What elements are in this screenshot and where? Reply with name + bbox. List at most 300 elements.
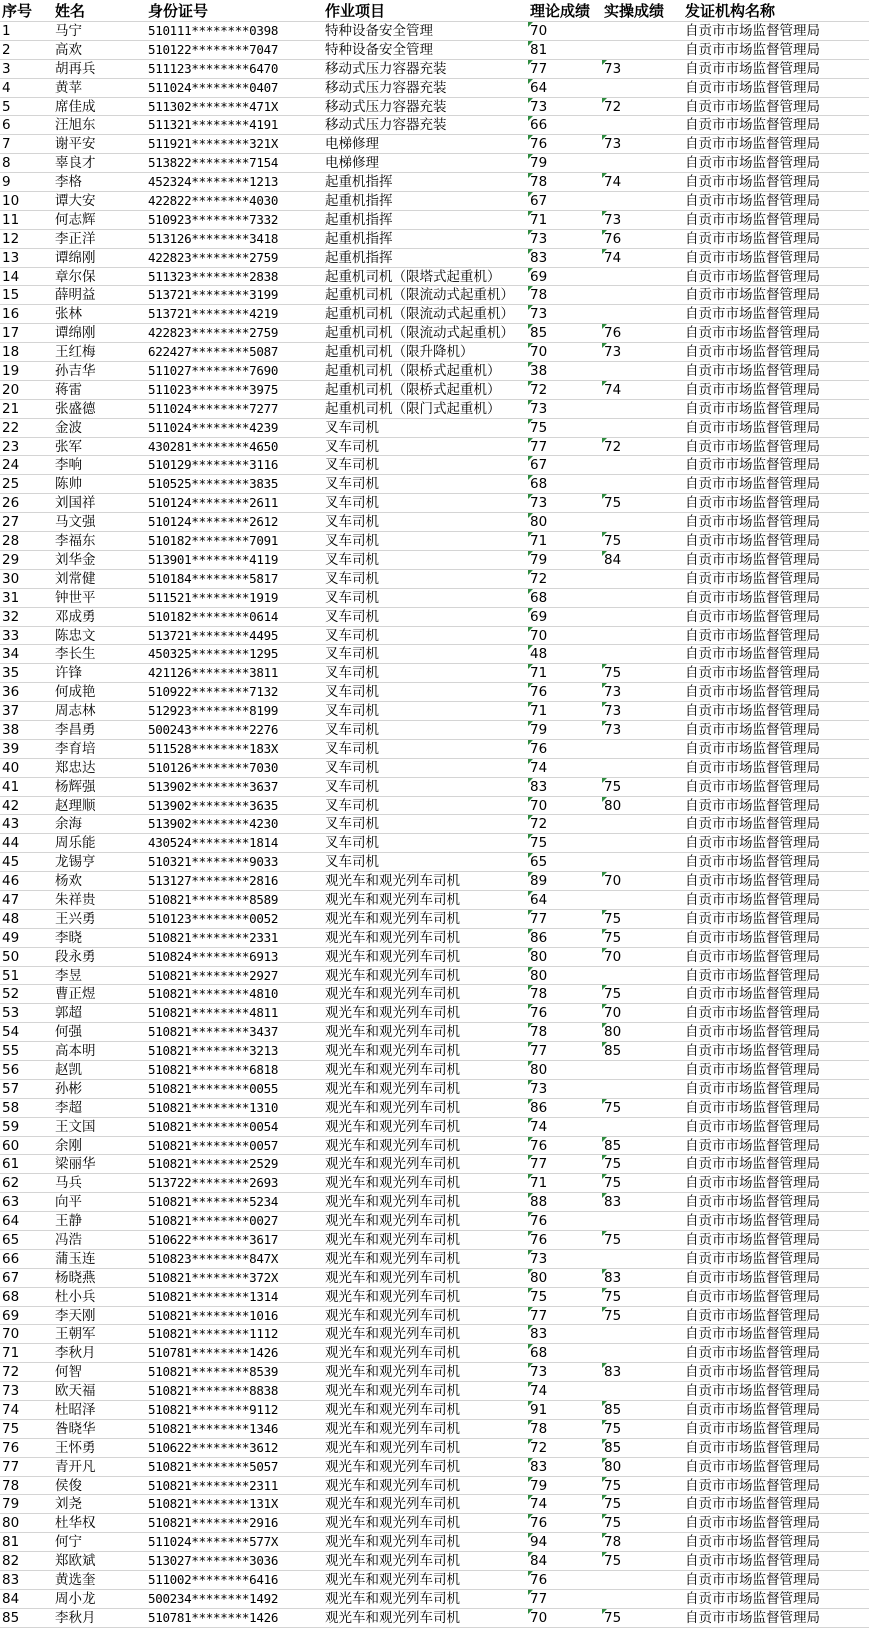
cell-item: 起重机司机（限流动式起重机）: [325, 325, 514, 342]
header-practical: 实操成绩: [604, 2, 665, 20]
cell-name: 钟世平: [55, 589, 96, 606]
table-row: [0, 1288, 869, 1307]
cell-org: 自贡市市场监督管理局: [685, 1590, 820, 1607]
cell-item: 起重机指挥: [325, 174, 393, 191]
cell-practical: 75: [602, 778, 676, 796]
cell-practical: 75: [602, 1495, 676, 1513]
cell-name: 许锋: [55, 665, 82, 682]
cell-seq: 84: [2, 1590, 20, 1607]
cell-practical: 75: [602, 929, 676, 947]
cell-id: 513722********2693: [148, 1175, 279, 1191]
cell-seq: 6: [2, 117, 11, 134]
table-row: [0, 834, 869, 853]
cell-org: 自贡市市场监督管理局: [685, 891, 820, 908]
cell-theory: 80: [528, 1061, 602, 1079]
table-row: [0, 1571, 869, 1590]
cell-id: 511024********7277: [148, 400, 279, 416]
cell-name: 何志辉: [55, 211, 96, 228]
cell-org: 自贡市市场监督管理局: [685, 1269, 820, 1286]
cell-org: 自贡市市场监督管理局: [685, 684, 820, 701]
cell-org: 自贡市市场监督管理局: [685, 1477, 820, 1494]
cell-name: 李天刚: [55, 1307, 96, 1324]
cell-org: 自贡市市场监督管理局: [685, 211, 820, 228]
cell-theory: 76: [528, 1137, 602, 1155]
cell-theory: 77: [528, 1307, 602, 1325]
cell-id: 512923********8199: [148, 703, 279, 719]
cell-org: 自贡市市场监督管理局: [685, 1005, 820, 1022]
cell-seq: 71: [2, 1345, 20, 1362]
cell-item: 叉车司机: [325, 778, 379, 795]
cell-name: 侯俊: [55, 1477, 82, 1494]
cell-id: 430524********1814: [148, 835, 279, 851]
cell-theory: 71: [528, 211, 602, 229]
cell-org: 自贡市市场监督管理局: [685, 495, 820, 512]
cell-seq: 54: [2, 1024, 20, 1041]
cell-id: 510622********3612: [148, 1439, 279, 1455]
cell-item: 叉车司机: [325, 457, 379, 474]
cell-item: 观光车和观光列车司机: [325, 1420, 460, 1437]
cell-id: 510821********8589: [148, 891, 279, 907]
cell-practical: 75: [602, 1307, 676, 1325]
cell-name: 李响: [55, 457, 82, 474]
cell-practical: 76: [602, 324, 676, 342]
cell-practical: 75: [602, 664, 676, 682]
cell-id: 510821********4810: [148, 986, 279, 1002]
cell-name: 张军: [55, 438, 82, 455]
cell-item: 叉车司机: [325, 533, 379, 550]
cell-practical: 75: [602, 1477, 676, 1495]
cell-seq: 62: [2, 1175, 20, 1192]
cell-item: 叉车司机: [325, 438, 379, 455]
cell-id: 510821********2331: [148, 929, 279, 945]
cell-id: 510922********7132: [148, 684, 279, 700]
cell-id: 510821********0055: [148, 1080, 279, 1096]
cell-id: 513721********3199: [148, 287, 279, 303]
cell-name: 杨晓燕: [55, 1269, 96, 1286]
cell-theory: 83: [528, 249, 602, 267]
cell-item: 起重机司机（限塔式起重机）: [325, 268, 501, 285]
cell-theory: 83: [528, 778, 602, 796]
cell-item: 叉车司机: [325, 495, 379, 512]
cell-seq: 12: [2, 230, 20, 247]
cell-practical: [602, 1344, 676, 1362]
cell-seq: 1: [2, 23, 11, 39]
cell-name: 赵理顺: [55, 797, 96, 814]
table-row: [0, 872, 869, 891]
cell-item: 观光车和观光列车司机: [325, 891, 460, 908]
cell-seq: 52: [2, 986, 20, 1003]
cell-theory: 71: [528, 1174, 602, 1192]
cell-id: 510821********9112: [148, 1402, 279, 1418]
cell-seq: 17: [2, 325, 20, 342]
cell-name: 刘国祥: [55, 495, 96, 512]
cell-seq: 26: [2, 495, 20, 512]
cell-practical: 85: [602, 1439, 676, 1457]
cell-id: 513127********2816: [148, 873, 279, 889]
cell-item: 叉车司机: [325, 684, 379, 701]
table-row: [0, 645, 869, 664]
cell-item: 叉车司机: [325, 721, 379, 738]
cell-name: 李秋月: [55, 1345, 96, 1362]
table-row: [0, 702, 869, 721]
table-row: [0, 456, 869, 475]
cell-org: 自贡市市场监督管理局: [685, 230, 820, 247]
cell-practical: [602, 1571, 676, 1589]
cell-id: 510122********7047: [148, 41, 279, 57]
cell-practical: [602, 79, 676, 97]
table-row: [0, 797, 869, 816]
cell-name: 周志林: [55, 703, 96, 720]
cell-item: 起重机司机（限流动式起重机）: [325, 287, 514, 304]
cell-id: 510821********1310: [148, 1099, 279, 1115]
cell-id: 511521********1919: [148, 589, 279, 605]
cell-theory: 73: [528, 1363, 602, 1381]
cell-item: 观光车和观光列车司机: [325, 1024, 460, 1041]
cell-id: 510123********0052: [148, 910, 279, 926]
cell-practical: 75: [602, 1099, 676, 1117]
header-seq: 序号: [2, 2, 33, 20]
cell-name: 杨辉强: [55, 778, 96, 795]
cell-seq: 16: [2, 306, 20, 323]
cell-name: 周小龙: [55, 1590, 96, 1607]
cell-id: 510821********1016: [148, 1307, 279, 1323]
cell-item: 观光车和观光列车司机: [325, 1175, 460, 1192]
cell-id: 510824********6913: [148, 948, 279, 964]
cell-org: 自贡市市场监督管理局: [685, 1213, 820, 1230]
header-name: 姓名: [55, 2, 86, 20]
cell-practical: 72: [602, 98, 676, 116]
cell-org: 自贡市市场监督管理局: [685, 1307, 820, 1324]
cell-theory: 81: [528, 41, 602, 59]
cell-theory: 70: [528, 22, 602, 40]
table-row: [0, 891, 869, 910]
cell-id: 511528********183X: [148, 740, 279, 756]
cell-name: 李正洋: [55, 230, 96, 247]
table-row: [0, 400, 869, 419]
cell-org: 自贡市市场监督管理局: [685, 1194, 820, 1211]
cell-seq: 21: [2, 400, 20, 417]
cell-name: 黄选奎: [55, 1572, 96, 1589]
cell-item: 叉车司机: [325, 835, 379, 852]
cell-id: 510821********131X: [148, 1496, 279, 1512]
cell-theory: 68: [528, 1344, 602, 1362]
cell-id: 510321********9033: [148, 854, 279, 870]
cell-item: 观光车和观光列车司机: [325, 1043, 460, 1060]
cell-item: 叉车司机: [325, 646, 379, 663]
cell-name: 辜良才: [55, 155, 96, 172]
cell-theory: 86: [528, 929, 602, 947]
cell-seq: 65: [2, 1232, 20, 1248]
cell-org: 自贡市市场监督管理局: [685, 363, 820, 380]
table-row: [0, 967, 869, 986]
cell-theory: 83: [528, 1325, 602, 1343]
cell-theory: 89: [528, 872, 602, 890]
cell-seq: 2: [2, 41, 11, 58]
cell-org: 自贡市市场监督管理局: [685, 627, 820, 644]
cell-seq: 53: [2, 1005, 20, 1022]
cell-practical: [602, 362, 676, 380]
cell-seq: 33: [2, 627, 20, 644]
cell-theory: 76: [528, 135, 602, 153]
cell-item: 观光车和观光列车司机: [325, 1194, 460, 1211]
cell-name: 何成艳: [55, 684, 96, 701]
cell-name: 马兵: [55, 1175, 82, 1192]
cell-seq: 5: [2, 98, 11, 115]
cell-seq: 48: [2, 910, 20, 927]
cell-name: 刘尧: [55, 1496, 82, 1513]
cell-item: 观光车和观光列车司机: [325, 1572, 460, 1589]
cell-seq: 24: [2, 457, 20, 474]
cell-item: 观光车和观光列车司机: [325, 1534, 460, 1551]
cell-seq: 29: [2, 551, 20, 568]
cell-seq: 22: [2, 419, 20, 436]
cell-seq: 68: [2, 1288, 20, 1305]
cell-practical: 85: [602, 1401, 676, 1419]
cell-theory: 77: [528, 1590, 602, 1608]
cell-practical: [602, 1325, 676, 1343]
cell-item: 观光车和观光列车司机: [325, 1061, 460, 1078]
cell-practical: [602, 41, 676, 59]
cell-theory: 94: [528, 1533, 602, 1551]
cell-item: 叉车司机: [325, 854, 379, 871]
table-row: [0, 1344, 869, 1363]
cell-seq: 30: [2, 570, 20, 587]
table-row: [0, 1363, 869, 1382]
cell-name: 杜小兵: [55, 1288, 96, 1305]
cell-org: 自贡市市场监督管理局: [685, 1118, 820, 1135]
cell-name: 邓成勇: [55, 608, 96, 625]
cell-theory: 84: [528, 1552, 602, 1570]
cell-id: 422823********2759: [148, 249, 279, 265]
cell-practical: 75: [602, 1155, 676, 1173]
cell-seq: 49: [2, 929, 20, 946]
cell-org: 自贡市市场监督管理局: [685, 60, 820, 77]
cell-org: 自贡市市场监督管理局: [685, 816, 820, 833]
cell-theory: 70: [528, 797, 602, 815]
cell-theory: 80: [528, 513, 602, 531]
cell-name: 席佳成: [55, 98, 96, 115]
cell-item: 起重机指挥: [325, 249, 393, 266]
cell-practical: 70: [602, 1004, 676, 1022]
cell-org: 自贡市市场监督管理局: [685, 570, 820, 587]
cell-theory: 71: [528, 702, 602, 720]
cell-seq: 50: [2, 948, 20, 965]
table-row: [0, 1042, 869, 1061]
cell-item: 观光车和观光列车司机: [325, 1269, 460, 1286]
cell-org: 自贡市市场监督管理局: [685, 1156, 820, 1173]
cell-practical: [602, 268, 676, 286]
cell-seq: 73: [2, 1383, 20, 1400]
cell-item: 观光车和观光列车司机: [325, 986, 460, 1003]
cell-practical: 73: [602, 683, 676, 701]
table-row: [0, 910, 869, 929]
cell-id: 511123********6470: [148, 60, 279, 76]
cell-seq: 85: [2, 1609, 20, 1626]
cell-org: 自贡市市场监督管理局: [685, 457, 820, 474]
cell-practical: [602, 419, 676, 437]
cell-name: 欧天福: [55, 1383, 96, 1400]
cell-practical: 80: [602, 797, 676, 815]
cell-theory: 78: [528, 173, 602, 191]
cell-seq: 59: [2, 1118, 20, 1135]
table-row: [0, 1061, 869, 1080]
cell-name: 杜华权: [55, 1515, 96, 1532]
cell-theory: 76: [528, 1004, 602, 1022]
cell-org: 自贡市市场监督管理局: [685, 948, 820, 965]
cell-practical: [602, 891, 676, 909]
cell-item: 叉车司机: [325, 551, 379, 568]
cell-seq: 77: [2, 1458, 20, 1475]
cell-item: 观光车和观光列车司机: [325, 948, 460, 965]
cell-theory: 80: [528, 1269, 602, 1287]
cell-id: 510821********3437: [148, 1024, 279, 1040]
table-row: [0, 1307, 869, 1326]
cell-org: 自贡市市场监督管理局: [685, 854, 820, 871]
cell-practical: 70: [602, 872, 676, 890]
cell-practical: 70: [602, 948, 676, 966]
cell-org: 自贡市市场监督管理局: [685, 929, 820, 946]
cell-theory: 73: [528, 494, 602, 512]
cell-seq: 39: [2, 740, 20, 757]
cell-practical: [602, 570, 676, 588]
cell-item: 观光车和观光列车司机: [325, 1458, 460, 1475]
cell-theory: 69: [528, 608, 602, 626]
cell-theory: 77: [528, 910, 602, 928]
cell-item: 特种设备安全管理: [325, 41, 433, 58]
table-row: [0, 1552, 869, 1571]
table-row: [0, 135, 869, 154]
table-row: [0, 1174, 869, 1193]
cell-id: 510821********2916: [148, 1515, 279, 1531]
cell-id: 513721********4495: [148, 627, 279, 643]
cell-org: 自贡市市场监督管理局: [685, 1534, 820, 1551]
cell-theory: 74: [528, 1382, 602, 1400]
cell-theory: 76: [528, 1514, 602, 1532]
cell-practical: 73: [602, 135, 676, 153]
cell-name: 朱祥贵: [55, 891, 96, 908]
cell-item: 电梯修理: [325, 155, 379, 172]
cell-org: 自贡市市场监督管理局: [685, 986, 820, 1003]
cell-seq: 38: [2, 721, 20, 738]
cell-practical: 84: [602, 551, 676, 569]
table-row: [0, 1458, 869, 1477]
cell-org: 自贡市市场监督管理局: [685, 381, 820, 398]
cell-item: 观光车和观光列车司机: [325, 1364, 460, 1381]
cell-org: 自贡市市场监督管理局: [685, 740, 820, 757]
cell-org: 自贡市市场监督管理局: [685, 98, 820, 115]
cell-org: 自贡市市场监督管理局: [685, 287, 820, 304]
table-row: [0, 683, 869, 702]
table-row: [0, 1439, 869, 1458]
cell-practical: 74: [602, 249, 676, 267]
cell-theory: 79: [528, 1477, 602, 1495]
cell-practical: 72: [602, 438, 676, 456]
cell-org: 自贡市市场监督管理局: [685, 1572, 820, 1589]
cell-practical: [602, 608, 676, 626]
cell-practical: [602, 589, 676, 607]
table-row: [0, 1325, 869, 1344]
cell-id: 510821********0054: [148, 1118, 279, 1134]
cell-id: 510821********8539: [148, 1364, 279, 1380]
cell-item: 观光车和观光列车司机: [325, 1496, 460, 1513]
cell-practical: 75: [602, 1174, 676, 1192]
cell-id: 511302********471X: [148, 98, 279, 114]
cell-item: 观光车和观光列车司机: [325, 1439, 460, 1456]
cell-seq: 40: [2, 759, 20, 776]
cell-seq: 37: [2, 703, 20, 720]
cell-theory: 72: [528, 1439, 602, 1457]
cell-seq: 44: [2, 835, 20, 852]
cell-practical: [602, 834, 676, 852]
cell-name: 蒋雷: [55, 381, 82, 398]
cell-item: 观光车和观光列车司机: [325, 1213, 460, 1230]
cell-org: 自贡市市场监督管理局: [685, 79, 820, 96]
cell-practical: [602, 1590, 676, 1608]
cell-item: 观光车和观光列车司机: [325, 1590, 460, 1607]
cell-seq: 4: [2, 79, 11, 96]
cell-org: 自贡市市场监督管理局: [685, 533, 820, 550]
cell-org: 自贡市市场监督管理局: [685, 117, 820, 134]
cell-item: 起重机指挥: [325, 230, 393, 247]
table-row: [0, 286, 869, 305]
cell-practical: [602, 645, 676, 663]
cell-item: 电梯修理: [325, 136, 379, 153]
table-row: [0, 608, 869, 627]
table-row: [0, 60, 869, 79]
cell-seq: 43: [2, 816, 20, 833]
cell-id: 510821********1314: [148, 1288, 279, 1304]
cell-org: 自贡市市场监督管理局: [685, 174, 820, 191]
cell-id: 513822********7154: [148, 155, 279, 171]
cell-item: 起重机指挥: [325, 193, 393, 210]
cell-practical: 80: [602, 1458, 676, 1476]
cell-name: 冯浩: [55, 1232, 82, 1248]
cell-id: 622427********5087: [148, 344, 279, 360]
cell-seq: 55: [2, 1043, 20, 1060]
table-row: [0, 22, 869, 41]
cell-seq: 83: [2, 1572, 20, 1589]
cell-item: 叉车司机: [325, 759, 379, 776]
cell-item: 叉车司机: [325, 627, 379, 644]
cell-org: 自贡市市场监督管理局: [685, 514, 820, 531]
cell-name: 谭绵刚: [55, 249, 96, 266]
cell-org: 自贡市市场监督管理局: [685, 721, 820, 738]
cell-theory: 86: [528, 1099, 602, 1117]
cell-name: 张盛德: [55, 400, 96, 417]
cell-org: 自贡市市场监督管理局: [685, 608, 820, 625]
table-row: [0, 664, 869, 683]
cell-id: 510184********5817: [148, 570, 279, 586]
cell-name: 昝晓华: [55, 1420, 96, 1437]
table-row: [0, 381, 869, 400]
cell-org: 自贡市市场监督管理局: [685, 665, 820, 682]
table-row: [0, 1514, 869, 1533]
cell-item: 叉车司机: [325, 665, 379, 682]
table-row: [0, 249, 869, 268]
table-row: [0, 362, 869, 381]
cell-id: 450325********1295: [148, 646, 279, 662]
table-row: [0, 1231, 869, 1250]
cell-theory: 72: [528, 815, 602, 833]
table-row: [0, 985, 869, 1004]
table-row: [0, 268, 869, 287]
cell-practical: 75: [602, 532, 676, 550]
cell-practical: 78: [602, 1533, 676, 1551]
cell-name: 王文国: [55, 1118, 96, 1135]
cell-theory: 70: [528, 627, 602, 645]
cell-item: 叉车司机: [325, 797, 379, 814]
table-row: [0, 343, 869, 362]
